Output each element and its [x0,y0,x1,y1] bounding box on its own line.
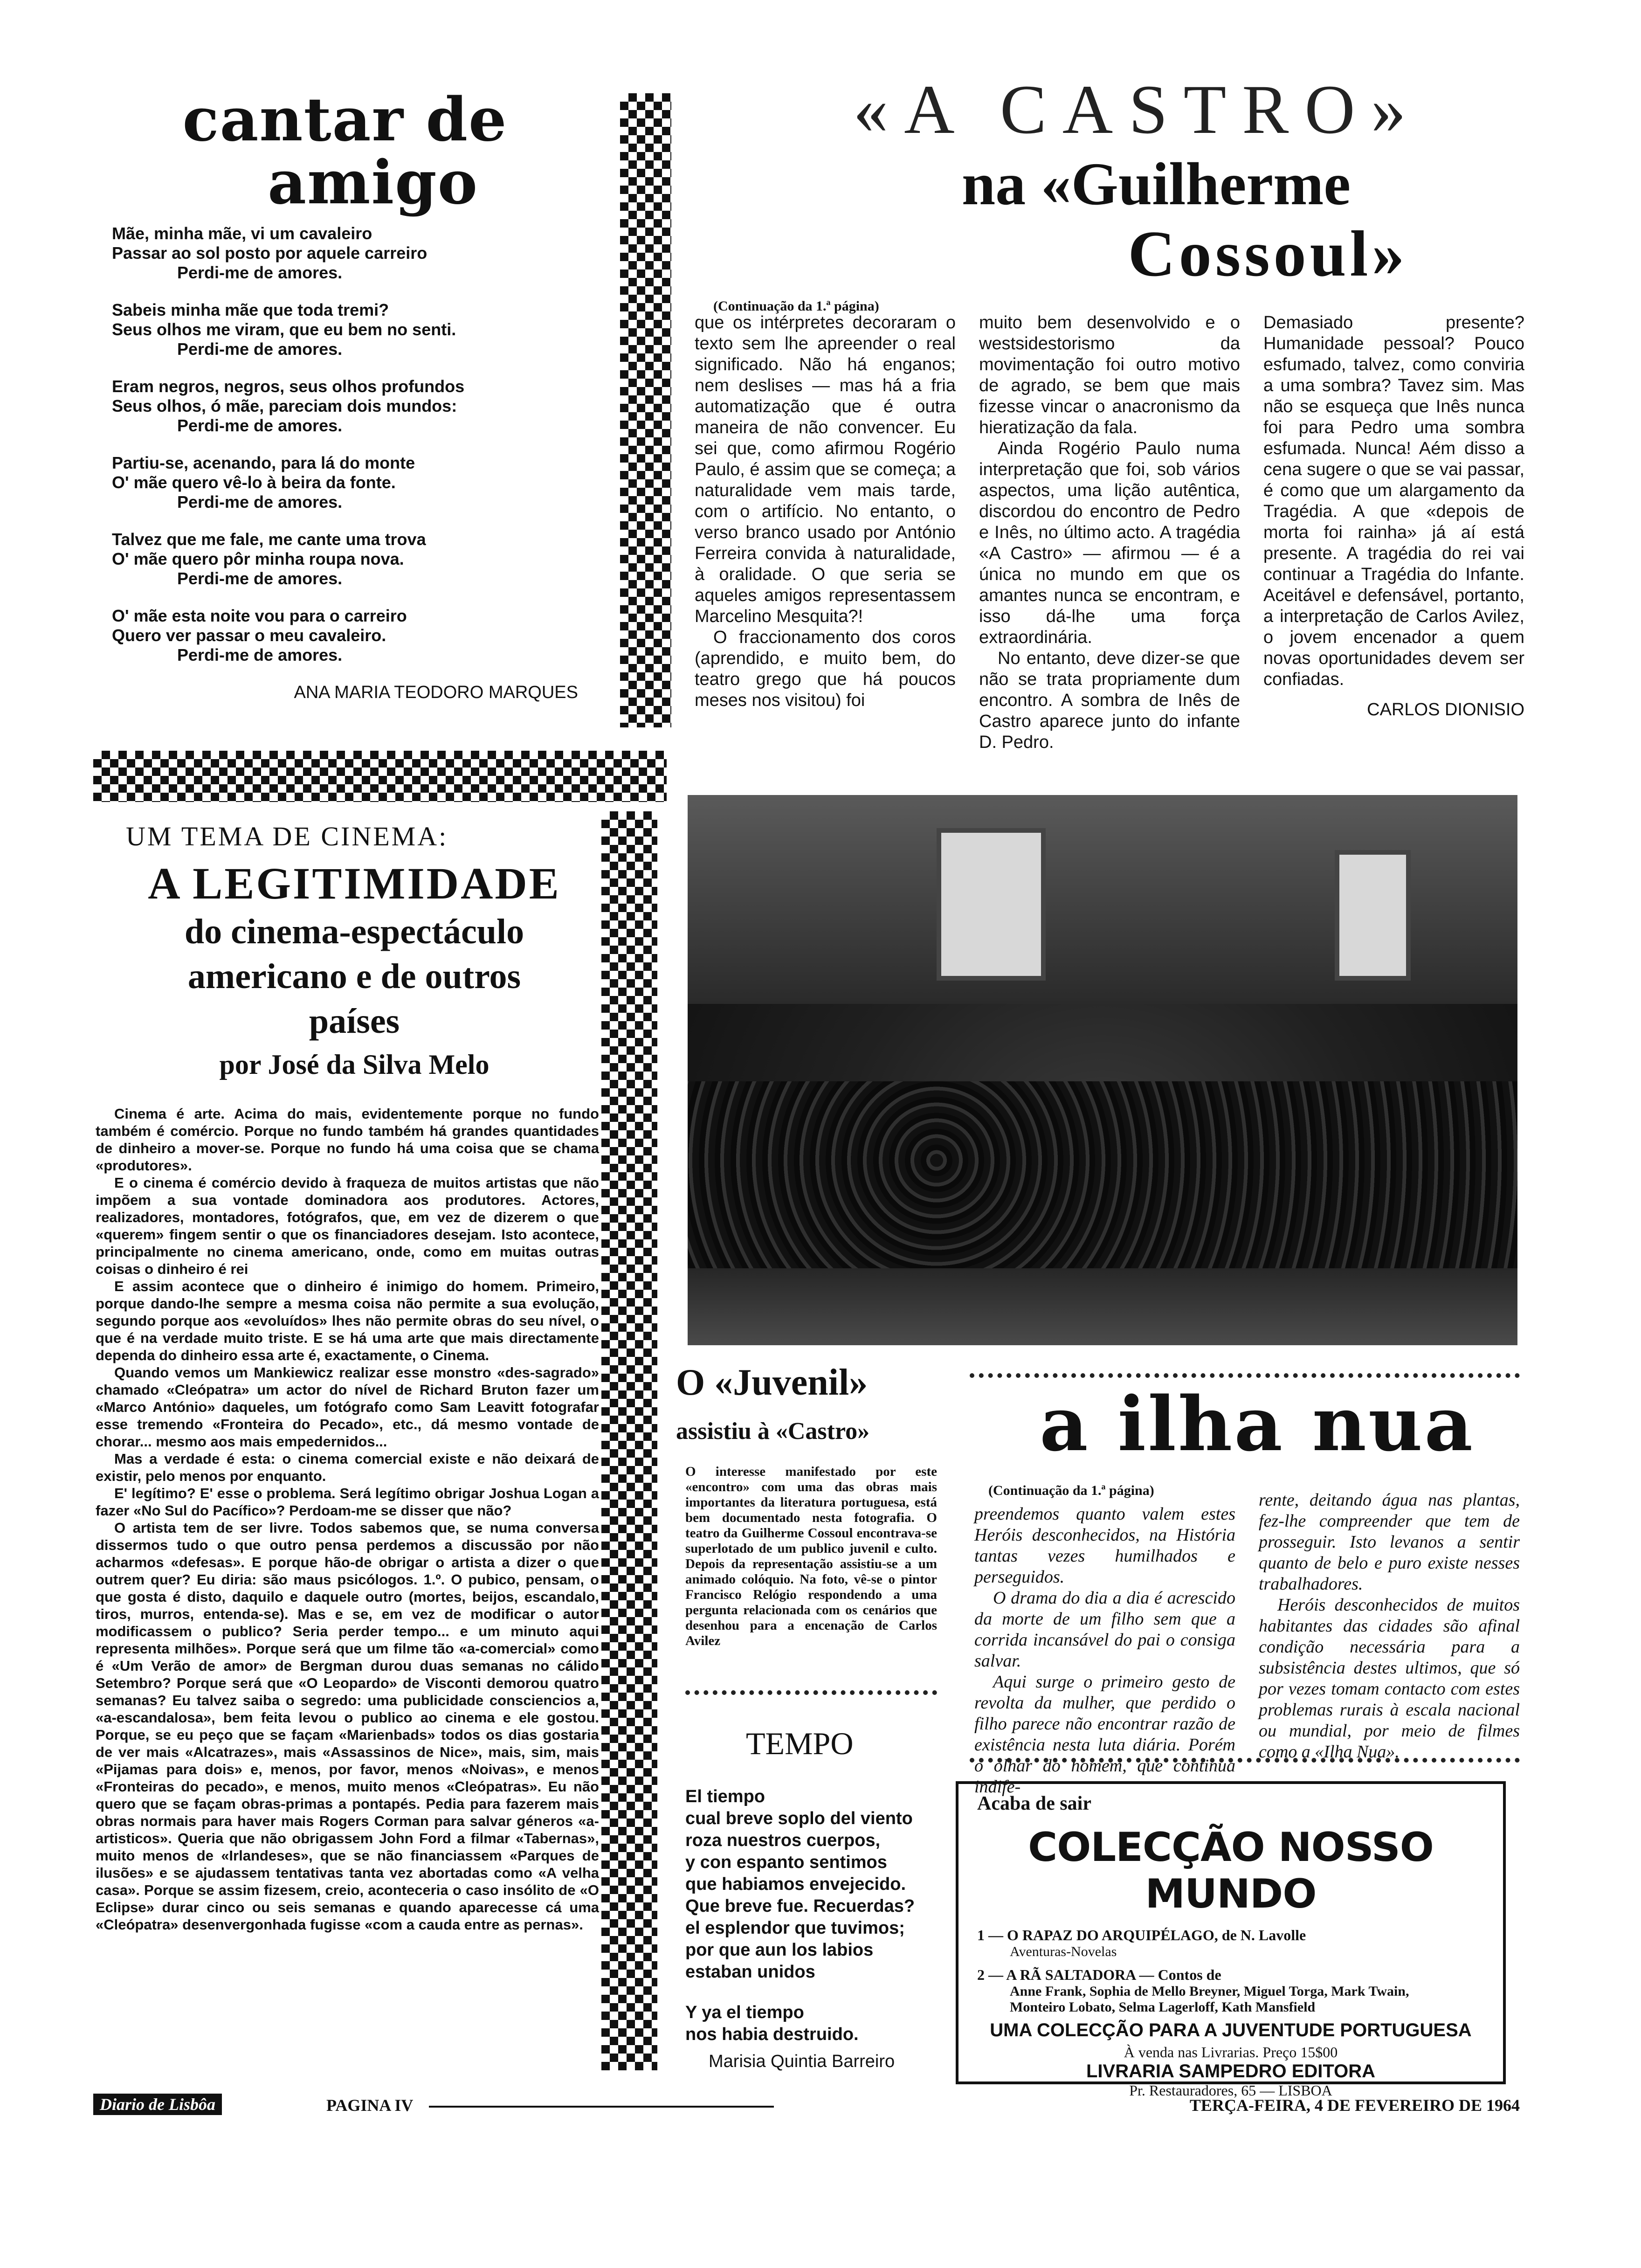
cinema-paragraph: Mas a verdade é esta: o cinema comercial existe e não deixará de existir, pelo menos por enquanto. [96,1451,599,1484]
castro-continuation: (Continuação da 1.ª página) [713,298,879,314]
poem-line: O' mãe quero vê-lo à beira da fonte. [112,473,396,492]
tempo-stanza-gap [685,1983,946,2002]
tempo-line: el esplendor que tuvimos; [685,1918,905,1938]
poem-line: Talvez que me fale, me cante uma trova [112,530,426,549]
poem-line: Sabeis minha mãe que toda tremi? [112,300,389,319]
poem-line: Seus olhos me viram, que eu bem no senti. [112,320,456,339]
ad-item-2-authors-2: Monteiro Lobato, Selma Lagerloff, Kath Mansfield [1010,1999,1316,2015]
cinema-paragraph: E o cinema é comércio devido à fraqueza de muitos artistas que não impõem a sua vontade dominadora aos produtores. Actores, realizadores, montadores, fotógrafos, que, em vez de dizerem o que «querem» fingem sentir o que os financiadores desejam. Isto acontece, principalmente no cinema americano, onde, como em muitas outras coisas o dinheiro é rei [96,1175,599,1277]
poem-line: Eram negros, negros, seus olhos profundos [112,377,465,396]
poem-refrain: Perdi-me de amores. [177,263,343,282]
castro-headline: «A CASTRO» na «Guilherme Cossoul» [853,71,1422,290]
ad-slogan: UMA COLECÇÃO PARA A JUVENTUDE PORTUGUESA [990,2020,1472,2040]
tempo-line: por que aun los labios [685,1940,874,1960]
ad-item-2-authors: Anne Frank, Sophia de Mello Breyner, Miguel Torga, Mark Twain, [1010,1984,1409,1999]
tempo-line: El tiempo [685,1787,765,1806]
poem-line: Passar ao sol posto por aquele carreiro [112,243,427,263]
poem-refrain: Perdi-me de amores. [177,416,343,435]
ilha-title: a ilha nua [1040,1380,1475,1468]
decorative-checker-top [620,93,671,727]
footer-rule [429,2106,774,2108]
tempo-line: cual breve soplo del viento [685,1809,913,1828]
poem-refrain: Perdi-me de amores. [177,645,343,664]
poem-line: O' mãe esta noite vou para o carreiro [112,606,407,625]
cinema-body [96,1105,599,1933]
poem-stanza [112,300,578,359]
book-advertisement [956,1781,1506,2099]
page-date: TERÇA-FEIRA, 4 DE FEVEREIRO DE 1964 [1189,2096,1520,2115]
tempo-author: Marisia Quintia Barreiro [709,2052,895,2071]
tempo-title: TEMPO [746,1726,854,1761]
juvenil-subtitle: assistiu à «Castro» [676,1418,870,1445]
page-number: PAGINA IV [326,2096,414,2115]
poem-stanza [112,530,578,588]
newspaper-name: Diario de Lisbôa [93,2094,222,2115]
castro-column-2: muito bem desenvolvido e o westsidestorismo da movimentação foi outro motivo de agrado, se bem que mais fizesse vincar o anacronismo da hieratização da fala. Ainda Rogério Paulo numa interpretação que foi, sob vários aspectos, uma lição autêntica, discordou do encontro de Pedro e Inês, no último acto. A tragédia «A Castro» — afirmou — é a única no mundo em que os amantes nunca se encontram, e isso dá-lhe uma força extraordinária. No entanto, deve dizer-se que não se trata propriamente dum encontro. A sombra de Inês de Castro aparece junto do infante D. Pedro. [979,313,1240,752]
divider-wave-2 [970,1373,1520,1378]
poem-stanza [112,606,578,665]
tempo-line: y con espanto sentimos [685,1853,887,1872]
poem-section [112,85,578,751]
cinema-paragraph: Cinema é arte. Acima do mais, evidentemente porque no fundo também é comércio. Porque no fundo também há grandes quantidades de dinheiro a mover-se. Porque no fundo há uma coisa que se chama «produtores». [96,1106,599,1174]
poem-refrain: Perdi-me de amores. [177,339,343,359]
ad-item-1: 1 — O RAPAZ DO ARQUIPÉLAGO, de N. Lavolle [977,1927,1306,1943]
tempo-body [685,1786,946,2046]
ilha-column-2: rente, deitando água nas plantas, fez-lhe compreender que tem de prosseguir. Isto levanos a sentir quanto de belo e puro existe nesses trabalhadores. Heróis desconhecidos de muitos habitantes das cidades são afinal condição necessária para a subsistência destes ultimos, que só por vezes tomam contacto com estes problemas rurais à escala nacional ou mundial, por meio de filmes como a «Ilha Nua». [1259,1490,1520,1762]
divider-wave-3 [970,1758,1520,1763]
poem-line: Seus olhos, ó mãe, pareciam dois mundos: [112,396,457,415]
ad-sale: À venda nas Livrarias. Preço 15$00 [1124,2044,1338,2061]
tempo-line: que habiamos envejecido. [685,1874,906,1894]
theatre-audience-photo [688,795,1517,1345]
decorative-checker-middle [93,751,667,802]
poem-line: Partiu-se, acenando, para lá do monte [112,453,415,472]
ad-kicker: Acaba de sair [977,1793,1091,1814]
cinema-kicker: UM TEMA DE CINEMA: [126,821,448,851]
juvenil-caption: O interesse manifestado por este «encontro» com uma das obras mais importantes da literatura portuguesa, está bem documentado nesta fotografia. O teatro da Guilherme Cossoul encontrava-se superlotado de um publico juvenil e culto. Depois da representação assistiu-se a um animado colóquio. Na foto, vê-se o pintor Francisco Relógio respondendo a uma pergunta relacionada com os cenários que desenhou para a encenação de Carlos Avilez [685,1464,937,1648]
footer-bar [93,2094,1520,2122]
poem-refrain: Perdi-me de amores. [177,569,343,588]
poem-title: cantar de amigo [182,85,508,218]
decorative-checker-left [601,811,657,2070]
ad-item-1-genre: Aventuras-Novelas [1010,1944,1117,1959]
castro-author: CARLOS DIONISIO [1367,700,1524,719]
ilha-continuation: (Continuação da 1.ª página) [988,1483,1154,1498]
tempo-line: roza nuestros cuerpos, [685,1831,881,1850]
ad-publisher: LIVRARIA SAMPEDRO EDITORA [1086,2061,1376,2081]
ad-title: COLECÇÃO NOSSO MUNDO [1028,1824,1434,1917]
juvenil-title: O «Juvenil» [676,1362,868,1403]
tempo-line: Que breve fue. Recuerdas? [685,1896,915,1916]
divider-wave-1 [685,1690,937,1695]
ad-address: Pr. Restauradores, 65 — LISBOA [1129,2082,1332,2099]
tempo-line: estaban unidos [685,1962,815,1982]
poem-stanza [112,224,578,283]
cinema-paragraph: O artista tem de ser livre. Todos sabemos que, se numa conversa dissermos tudo o que outro pensa perdemos a discussão por não acharmos «defesas». E porque hão-de obrigar o artista a dizer o que outrem quer? Eu diria: são maus psicólogos. 1.º. O pubico, pensam, o que gosta é disto, daquilo e daquele outro (mortes, beijos, escandalo, tiros, murros, entenda-se). Mas e se, em vez de modificar o autor modificassem o publico? Seria perder tempo... e um minuto aqui representa milhões». Porque será que um filme tão «a-comercial» como é «Um Verão de amor» de Bergman durou duas semanas no cálido Setembro? Porque será que «O Leopardo» de Visconti demorou quatro semanas? Eu talvez saiba o segredo: uma publicidade consciencios a, «a-escandalosa», bem feita levou o publico ao cinema e ele gostou. Porque, se eu peço que se façam «Marienbads» todos os dias gostaria de ver mais «Alcatrazes», mais «Assassinos de Nice», mais, sim, mais «Pijamas para dois» e, menos, por favor, menos «Noivas», e menos «Fronteiras do pecado», e menos, muito menos «Cleópatras». Eu não quero que se façam obras-primas a pontapés. Pedia para fazerem mais obras normais para haver mais Rogers Corman para salvar géneros «a-artisticos». Queria que não obrigassem John Ford a filmar «Tabernas», muito menos de «Irlandeses», que se não financiassem «Parques de ilusões» e se ajudassem tentativas tanta vez abortadas como «A velha casa». Porque se assim fizesem, creio, aconteceria o caso insólito de «O Eclipse» durar cinco ou seis semanas e quando aparecesse cá uma «Cleópatra» desenvergonhada fugisse «com a cauda entre as pernas». [96,1520,599,1933]
cinema-headline: A LEGITIMIDADE do cinema-espectáculo americano e de outros países por José da Silva Melo [148,858,561,1080]
ilha-column-1: preendemos quanto valem estes Heróis desconhecidos, na História tantas vezes humilhados e perseguidos. O drama do dia a dia é acrescido da morte de um filho sem que a corrida incansável do pai o consiga salvar. Aqui surge o primeiro gesto de revolta da mulher, que perdido o filho parece não encontrar razão de existência nesta luta diária. Porém o olhar do homem, que continua indife- [974,1504,1235,1797]
tempo-line: Y ya el tiempo [685,2003,804,2022]
poem-stanza [112,377,578,436]
poem-line: O' mãe quero pôr minha roupa nova. [112,549,404,568]
cinema-paragraph: E assim acontece que o dinheiro é inimigo do homem. Primeiro, porque dando-lhe sempre a mesma coisa não permite a sua evolução, segundo porque aos «evoluídos» lhes não permite obras do seu nível, o que é na verdade muito triste. E se há uma arte que mais directamente dependa do dinheiro essa arte é, exactamente, o Cinema. [96,1278,599,1363]
poem-author: ANA MARIA TEODORO MARQUES [294,683,578,702]
ad-item-2: 2 — A RÃ SALTADORA — Contos de [977,1966,1221,1983]
poem-refrain: Perdi-me de amores. [177,492,343,512]
cinema-paragraph: Quando vemos um Mankiewicz realizar esse monstro «des-sagrado» chamado «Cleópatra» um actor do nível de Richard Bruton fazer um «Marco António» daqueles, um fotógrafo como Sam Leavitt fotografar esse tremendo «Fronteira do Pecado», etc., dá mesmo vontade de chorar... mesmo aos mais empedernidos... [96,1364,599,1450]
poem-line: Quero ver passar o meu cavaleiro. [112,626,386,645]
castro-column-1: que os intérpretes decoraram o texto sem lhe apreender o real significado. Não há enganos; nem deslises — mas há a fria automatização que é outra maneira de não convencer. Eu sei que, como afirmou Rogério Paulo, é assim que se começa; a naturalidade vem mais tarde, com o artifício. No entanto, o verso branco usado por António Ferreira convida à naturalidade, à oralidade. O que seria se aqueles amigos representassem Marcelino Mesquita?! O fraccionamento dos coros (aprendido, e muito bem, do teatro grego que há poucos meses nos visitou) foi [695,313,956,710]
tempo-line: nos habia destruido. [685,2025,859,2044]
poem-line: Mãe, minha mãe, vi um cavaleiro [112,224,372,243]
poem-stanza [112,453,578,512]
poem-body [112,224,578,665]
castro-column-3: Demasiado presente? Humanidade pessoal? Pouco esfumado, talvez, como conviria a uma sombra? Tavez sim. Mas não se esqueça que Inês nunca foi para Pedro uma sombra esfumada. Nunca! Aém disso a cena sugere o que se vai passar, é como que um alargamento da Tragédia. A que «depois de morta foi rainha» já aí está presente. A tragédia do rei vai continuar a Tragédia do Infante. Aceitável e defensável, portanto, a interpretação de Carlos Avilez, o jovem encenador a quem novas oportunidades devem ser confiadas. CARLOS DIONISIO [1263,313,1524,719]
cinema-paragraph: E' legítimo? E' esse o problema. Será legítimo obrigar Joshua Logan a fazer «No Sul do Pacífico»? Perdoam-me se disser que não? [96,1485,599,1519]
